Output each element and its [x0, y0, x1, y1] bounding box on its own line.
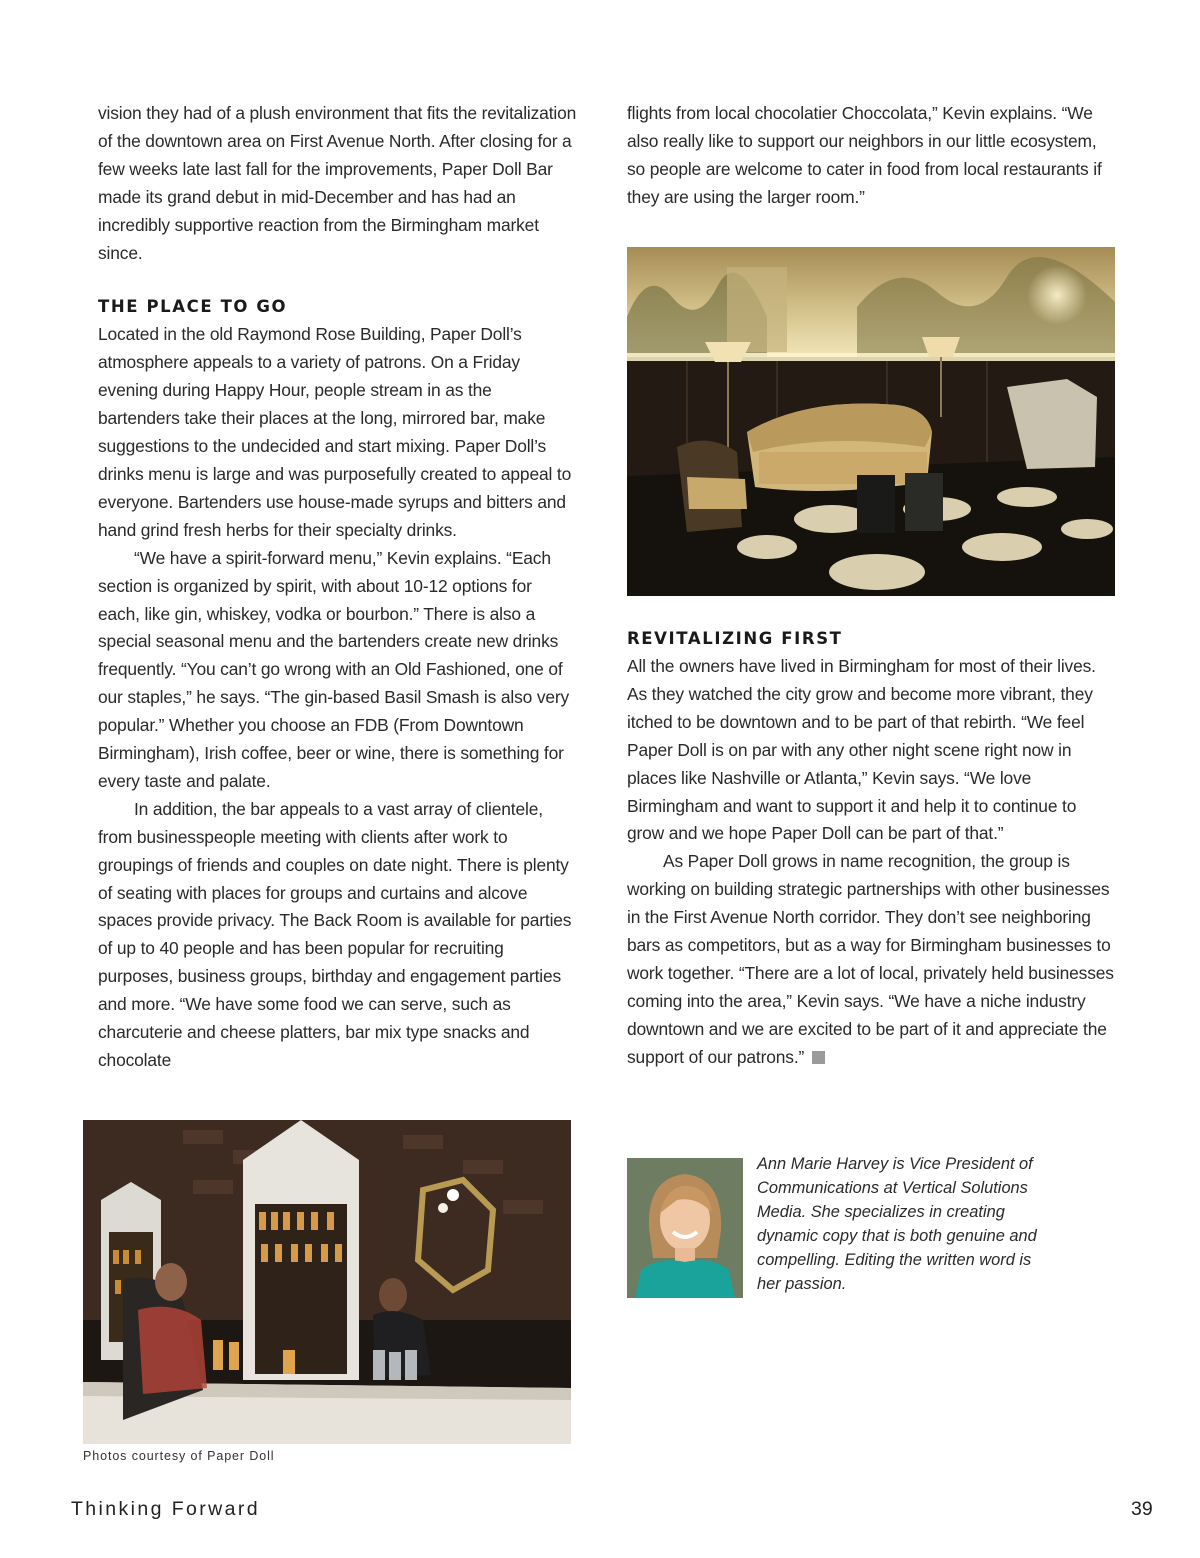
intro-paragraph-right: flights from local chocolatier Choccolata,” Kevin explains. “We also really like to support our neighbors in our little ecosystem, so people are welcome to cater in food from local restaurants if they are using the larger room.” — [627, 103, 1102, 207]
intro-paragraph-left: vision they had of a plush environment that fits the revitalization of the downtown area on First Avenue North. After closing for a few weeks late last fall for the improvements, Paper Doll Bar made its grand debut in mid-December and has had an incredibly supportive reaction from the Birmingham market since. — [98, 103, 577, 263]
right-column-bottom — [627, 625, 1117, 1072]
paragraph-place-3: In addition, the bar appeals to a vast array of clientele, from businesspeople meeting with clients after work to groupings of friends and couples on date night. There is plenty of seating with places for groups and curtains and alcove spaces provide privacy. The Back Room is available for parties of up to 40 people and has been popular for recruiting purposes, business groups, birthday and engagement parties and more. “We have some food we can serve, such as charcuterie and cheese platters, bar mix type snacks and chocolate — [98, 798, 572, 1070]
paragraph-place-1: Located in the old Raymond Rose Building, Paper Doll’s atmosphere appeals to a variety of patrons. On a Friday evening during Happy Hour, people stream in as the bartenders take their places at the long, mirrored bar, make suggestions to the undecided and start mixing. Paper Doll’s drinks menu is large and was purposefully created to appeal to everyone. Bartenders use house-made syrups and bitters and hand grind fresh herbs for their specialty drinks. — [98, 324, 572, 540]
author-bio: Ann Marie Harvey is Vice President of Communications at Vertical Solutions Media. She specializes in creating dynamic copy that is both genuine and compelling. Editing the written word is her passion. — [757, 1155, 1037, 1293]
end-of-article-mark — [812, 1051, 825, 1064]
lounge-photo — [627, 247, 1115, 596]
author-headshot — [627, 1158, 743, 1298]
paragraph-revitalizing-1: All the owners have lived in Birmingham for most of their lives. As they watched the city grow and become more vibrant, they itched to be downtown and to be part of that rebirth. “We feel Paper Doll is on par with any other night scene right now in places like Nashville or Atlanta,” Kevin says. “We love Birmingham and want to support it and help it to continue to grow and we hope Paper Doll can be part of that.” — [627, 656, 1096, 844]
photo-credit: Photos courtesy of Paper Doll — [83, 1449, 275, 1463]
section-heading-revitalizing: REVITALIZING FIRST — [627, 629, 843, 648]
section-heading-place-to-go: THE PLACE TO GO — [98, 297, 288, 317]
paragraph-revitalizing-2-text: As Paper Doll grows in name recognition, the group is working on building strategic partnerships with other businesses in the First Avenue North corridor. They don’t see neighboring bars as competitors, but as a way for Birmingham businesses to work together. “There are a lot of local, privately held businesses coming into the area,” Kevin says. “We have a niche industry downtown and we are excited to be part of it and appreciate the support of our patrons.” — [627, 851, 1114, 1067]
left-column — [98, 100, 578, 1075]
footer-publication-title: Thinking Forward — [71, 1498, 261, 1520]
paragraph-revitalizing-2 — [627, 848, 1117, 1071]
right-column-top — [627, 100, 1117, 212]
bar-photo — [83, 1120, 571, 1444]
footer-page-number: 39 — [1131, 1498, 1153, 1520]
paragraph-place-2: “We have a spirit-forward menu,” Kevin explains. “Each section is organized by spirit, with about 10-12 options for each, like gin, whiskey, vodka or bourbon.” There is also a special seasonal menu and the bartenders create new drinks frequently. “You can’t go wrong with an Old Fashioned, one of our staples,” he says. “The gin-based Basil Smash is also very popular.” Whether you choose an FDB (From Downtown Birmingham), Irish coffee, beer or wine, there is something for every taste and palate. — [98, 547, 570, 791]
